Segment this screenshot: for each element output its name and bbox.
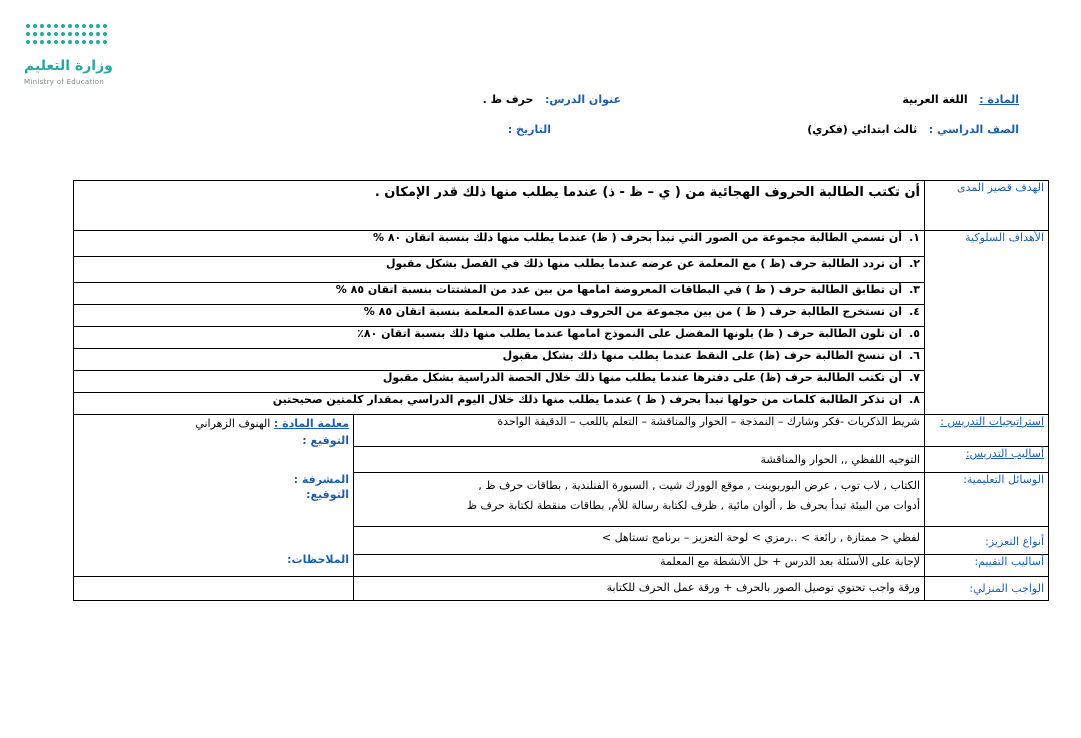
objective-1-num: ١. <box>909 231 921 244</box>
date-label: التاريخ : <box>507 123 551 136</box>
logo-arabic: وزارة التعليم <box>24 58 113 74</box>
reinforcement-text: لفظي < ممتازة , رائعة > ..رمزي > لوحة التعزيز – برنامج تستاهل > <box>354 527 925 555</box>
supervisor-label: المشرفة : <box>293 473 350 486</box>
behavioral-row <box>74 327 1049 349</box>
objective-7 <box>74 371 925 393</box>
ministry-logo-icon <box>18 18 118 58</box>
logo-english: Ministry of Education <box>24 78 105 86</box>
objective-4-text: ان تستخرج الطالبة حرف ( ظ ) من بين مجموعة من الحروف دون مساعدة المعلمة بنسبة اتقان ٨٥ % <box>363 305 903 318</box>
objective-2-num: ٢. <box>909 257 921 270</box>
homework-text: ورقة واجب تحتوي توصيل الصور بالحرف + ورقة عمل الحرف للكتابة <box>354 577 925 601</box>
behavioral-row <box>74 349 1049 371</box>
behavioral-row <box>74 231 1049 257</box>
aids-text <box>354 473 925 527</box>
grade-row <box>807 123 1019 136</box>
behavioral-row <box>74 371 1049 393</box>
subject-value: اللغة العربية <box>902 93 968 106</box>
lesson-plan-table <box>73 180 1049 601</box>
methods-label: أساليب التدريس: <box>925 447 1049 473</box>
evaluation-text: لإجابة على الأسئلة بعد الدرس + حل الأنشطة مع المعلمة <box>354 555 925 577</box>
objective-2 <box>74 257 925 283</box>
objective-8 <box>74 393 925 415</box>
objective-7-text: أن تكتب الطالبة حرف (ظ) على دفترها عندما يطلب منها ذلك خلال الحصة الدراسية بشكل مقبول <box>382 371 903 384</box>
objective-3-num: ٣. <box>909 283 921 296</box>
behavioral-row <box>74 257 1049 283</box>
objective-4 <box>74 305 925 327</box>
objective-8-num: ٨. <box>909 393 921 406</box>
objective-1 <box>74 231 925 257</box>
methods-text: التوجيه اللفظي ,, الحوار والمناقشة <box>354 447 925 473</box>
behavioral-row <box>74 305 1049 327</box>
behavioral-row <box>74 393 1049 415</box>
objective-3 <box>74 283 925 305</box>
objective-3-text: أن تطابق الطالبة حرف ( ظ ) في البطاقات المعروضة امامها من بين عدد من المشتتات بنسبة اتقان ٨٥ % <box>335 283 903 296</box>
lesson-label: عنوان الدرس: <box>544 93 621 106</box>
grade-label: الصف الدراسي : <box>928 123 1019 136</box>
aids-label: الوسائل التعليمية: <box>925 473 1049 527</box>
behavioral-label: الأهداف السلوكية <box>925 231 1049 415</box>
behavioral-row <box>74 283 1049 305</box>
objective-5-text: ان تلون الطالبة حرف ( ظ) بلونها المفضل على النموذج امامها عندما يطلب منها ذلك بنسبة اتقان ٨٠٪ <box>357 327 903 340</box>
objective-6-text: ان تنسخ الطالبة حرف (ظ) على النقط عندما يطلب منها ذلك بشكل مقبول <box>502 349 903 362</box>
short-term-row <box>74 181 1049 231</box>
homework-row <box>74 577 1049 601</box>
strategies-text: شريط الذكريات -فكر وشارك – النمذجة – الحوار والمناقشة – التعلم باللعب – الدقيقة الواحدة <box>354 415 925 447</box>
strategies-label: استراتيجيات التدريس : <box>925 415 1049 447</box>
notes-label: الملاحظات: <box>287 553 350 566</box>
teacher-name: الهنوف الزهراني <box>195 417 271 430</box>
lesson-row <box>483 93 621 106</box>
objective-6 <box>74 349 925 371</box>
subject-row <box>902 93 1019 106</box>
objective-8-text: ان تذكر الطالبة كلمات من حولها تبدأ بحرف ( ظ ) عندما يطلب منها ذلك خلال اليوم الدراسي بمقدار كلمتين صحيحتين <box>272 393 903 406</box>
objective-5-num: ٥. <box>909 327 921 340</box>
aids-line-1: الكتاب , لاب توب , عرض البوربوينت , موقع الوورك شيت , السبورة الفنلندية , بطاقات حرف ظ , <box>478 479 921 492</box>
date-row <box>508 123 551 136</box>
short-term-label: الهدف قصير المدى <box>925 181 1049 231</box>
objective-7-num: ٧. <box>909 371 921 384</box>
signature-label: التوقيع : <box>302 434 350 447</box>
teacher-label: معلمة المادة : <box>273 417 350 430</box>
lesson-value: حرف ظ . <box>482 93 534 106</box>
aids-line-2: أدوات من البيئة تبدأ بحرف ظ , ألوان مائية , ظرف لكتابة رسالة للأم, بطاقات منقطة لكتابة حرف ظ <box>466 499 921 512</box>
short-term-text: أن تكتب الطالبة الحروف الهجائية من ( ي – ظ - ذ) عندما يطلب منها ذلك قدر الإمكان . <box>74 181 925 231</box>
objective-1-text: أن تسمي الطالبة مجموعة من الصور التي تبدأ بحرف ( ظ) عندما يطلب منها ذلك بنسبة اتقان ٨٠ % <box>372 231 903 244</box>
objective-6-num: ٦. <box>909 349 921 362</box>
objective-2-text: أن تردد الطالبة حرف (ظ ) مع المعلمة عن عرضه عندما يطلب منها ذلك في الفصل بشكل مقبول <box>386 257 903 270</box>
grade-value: ثالث ابتدائي (فكري) <box>807 123 918 136</box>
reinforcement-label: أنواع التعزيز: <box>925 527 1049 555</box>
strategies-row <box>74 415 1049 447</box>
homework-label: الواجب المنزلي: <box>925 577 1049 601</box>
objective-5 <box>74 327 925 349</box>
signature-label-2: التوقيع: <box>306 488 350 501</box>
notes-cell <box>74 553 354 601</box>
evaluation-label: أساليب التقييم: <box>925 555 1049 577</box>
objective-4-num: ٤. <box>909 305 921 318</box>
subject-label: المادة : <box>979 93 1019 106</box>
ministry-logo <box>18 18 118 86</box>
